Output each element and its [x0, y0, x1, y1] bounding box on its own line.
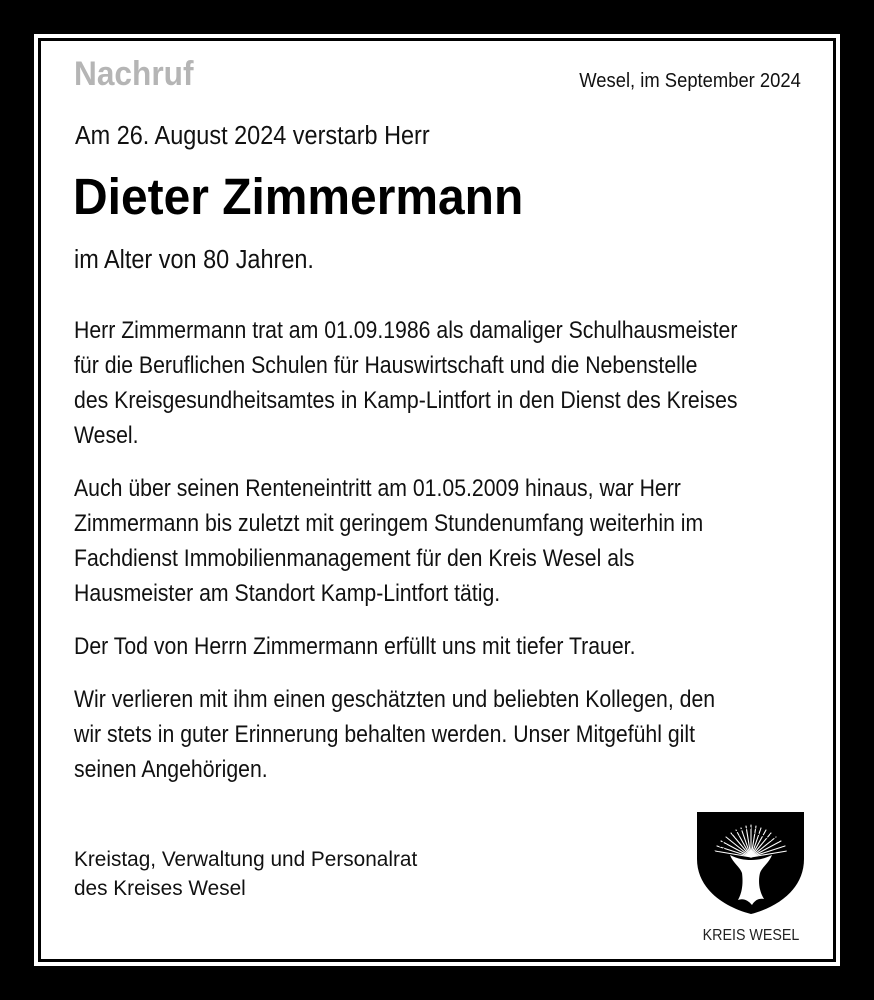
text-line: Herr Zimmermann trat am 01.09.1986 als damaliger Schulhausmeister [74, 317, 738, 344]
text-line: Hausmeister am Standort Kamp-Lintfort tätig. [74, 580, 501, 607]
death-announcement-line: Am 26. August 2024 verstarb Herr [75, 122, 430, 150]
signature-line: Kreistag, Verwaltung und Personalrat [74, 848, 418, 871]
age-line: im Alter von 80 Jahren. [74, 246, 314, 274]
text-line: Wir verlieren mit ihm einen geschätzten und beliebten Kollegen, den [74, 686, 716, 713]
text-line: Wesel. [74, 422, 139, 449]
paragraph-career [74, 313, 782, 453]
deceased-name: Dieter Zimmermann [73, 168, 524, 225]
paragraph-condolence [74, 682, 782, 787]
logo-label: KREIS WESEL [702, 927, 800, 944]
signature-block [74, 845, 417, 903]
obituary-body [74, 313, 782, 805]
text-line: für die Beruflichen Schulen für Hauswirtschaft und die Nebenstelle [74, 352, 698, 379]
signature-line: des Kreises Wesel [74, 877, 246, 900]
text-line: Auch über seinen Renteneintritt am 01.05.2009 hinaus, war Herr [74, 475, 681, 502]
text-line: Fachdienst Immobilienmanagement für den Kreis Wesel als [74, 545, 635, 572]
place-and-date: Wesel, im September 2024 [579, 70, 801, 92]
text-line: Zimmermann bis zuletzt mit geringem Stundenumfang weiterhin im [74, 510, 704, 537]
paragraph-grief [74, 629, 782, 664]
notice-heading: Nachruf [74, 55, 194, 93]
text-line: seinen Angehörigen. [74, 756, 268, 783]
obituary-notice [41, 41, 833, 959]
paragraph-retirement [74, 471, 782, 611]
text-line: wir stets in guter Erinnerung behalten werden. Unser Mitgefühl gilt [74, 721, 696, 748]
coat-of-arms-tree-icon [696, 811, 806, 915]
text-line: Der Tod von Herrn Zimmermann erfüllt uns mit tiefer Trauer. [74, 633, 636, 660]
text-line: des Kreisgesundheitsamtes in Kamp-Lintfort in den Dienst des Kreises [74, 387, 738, 414]
